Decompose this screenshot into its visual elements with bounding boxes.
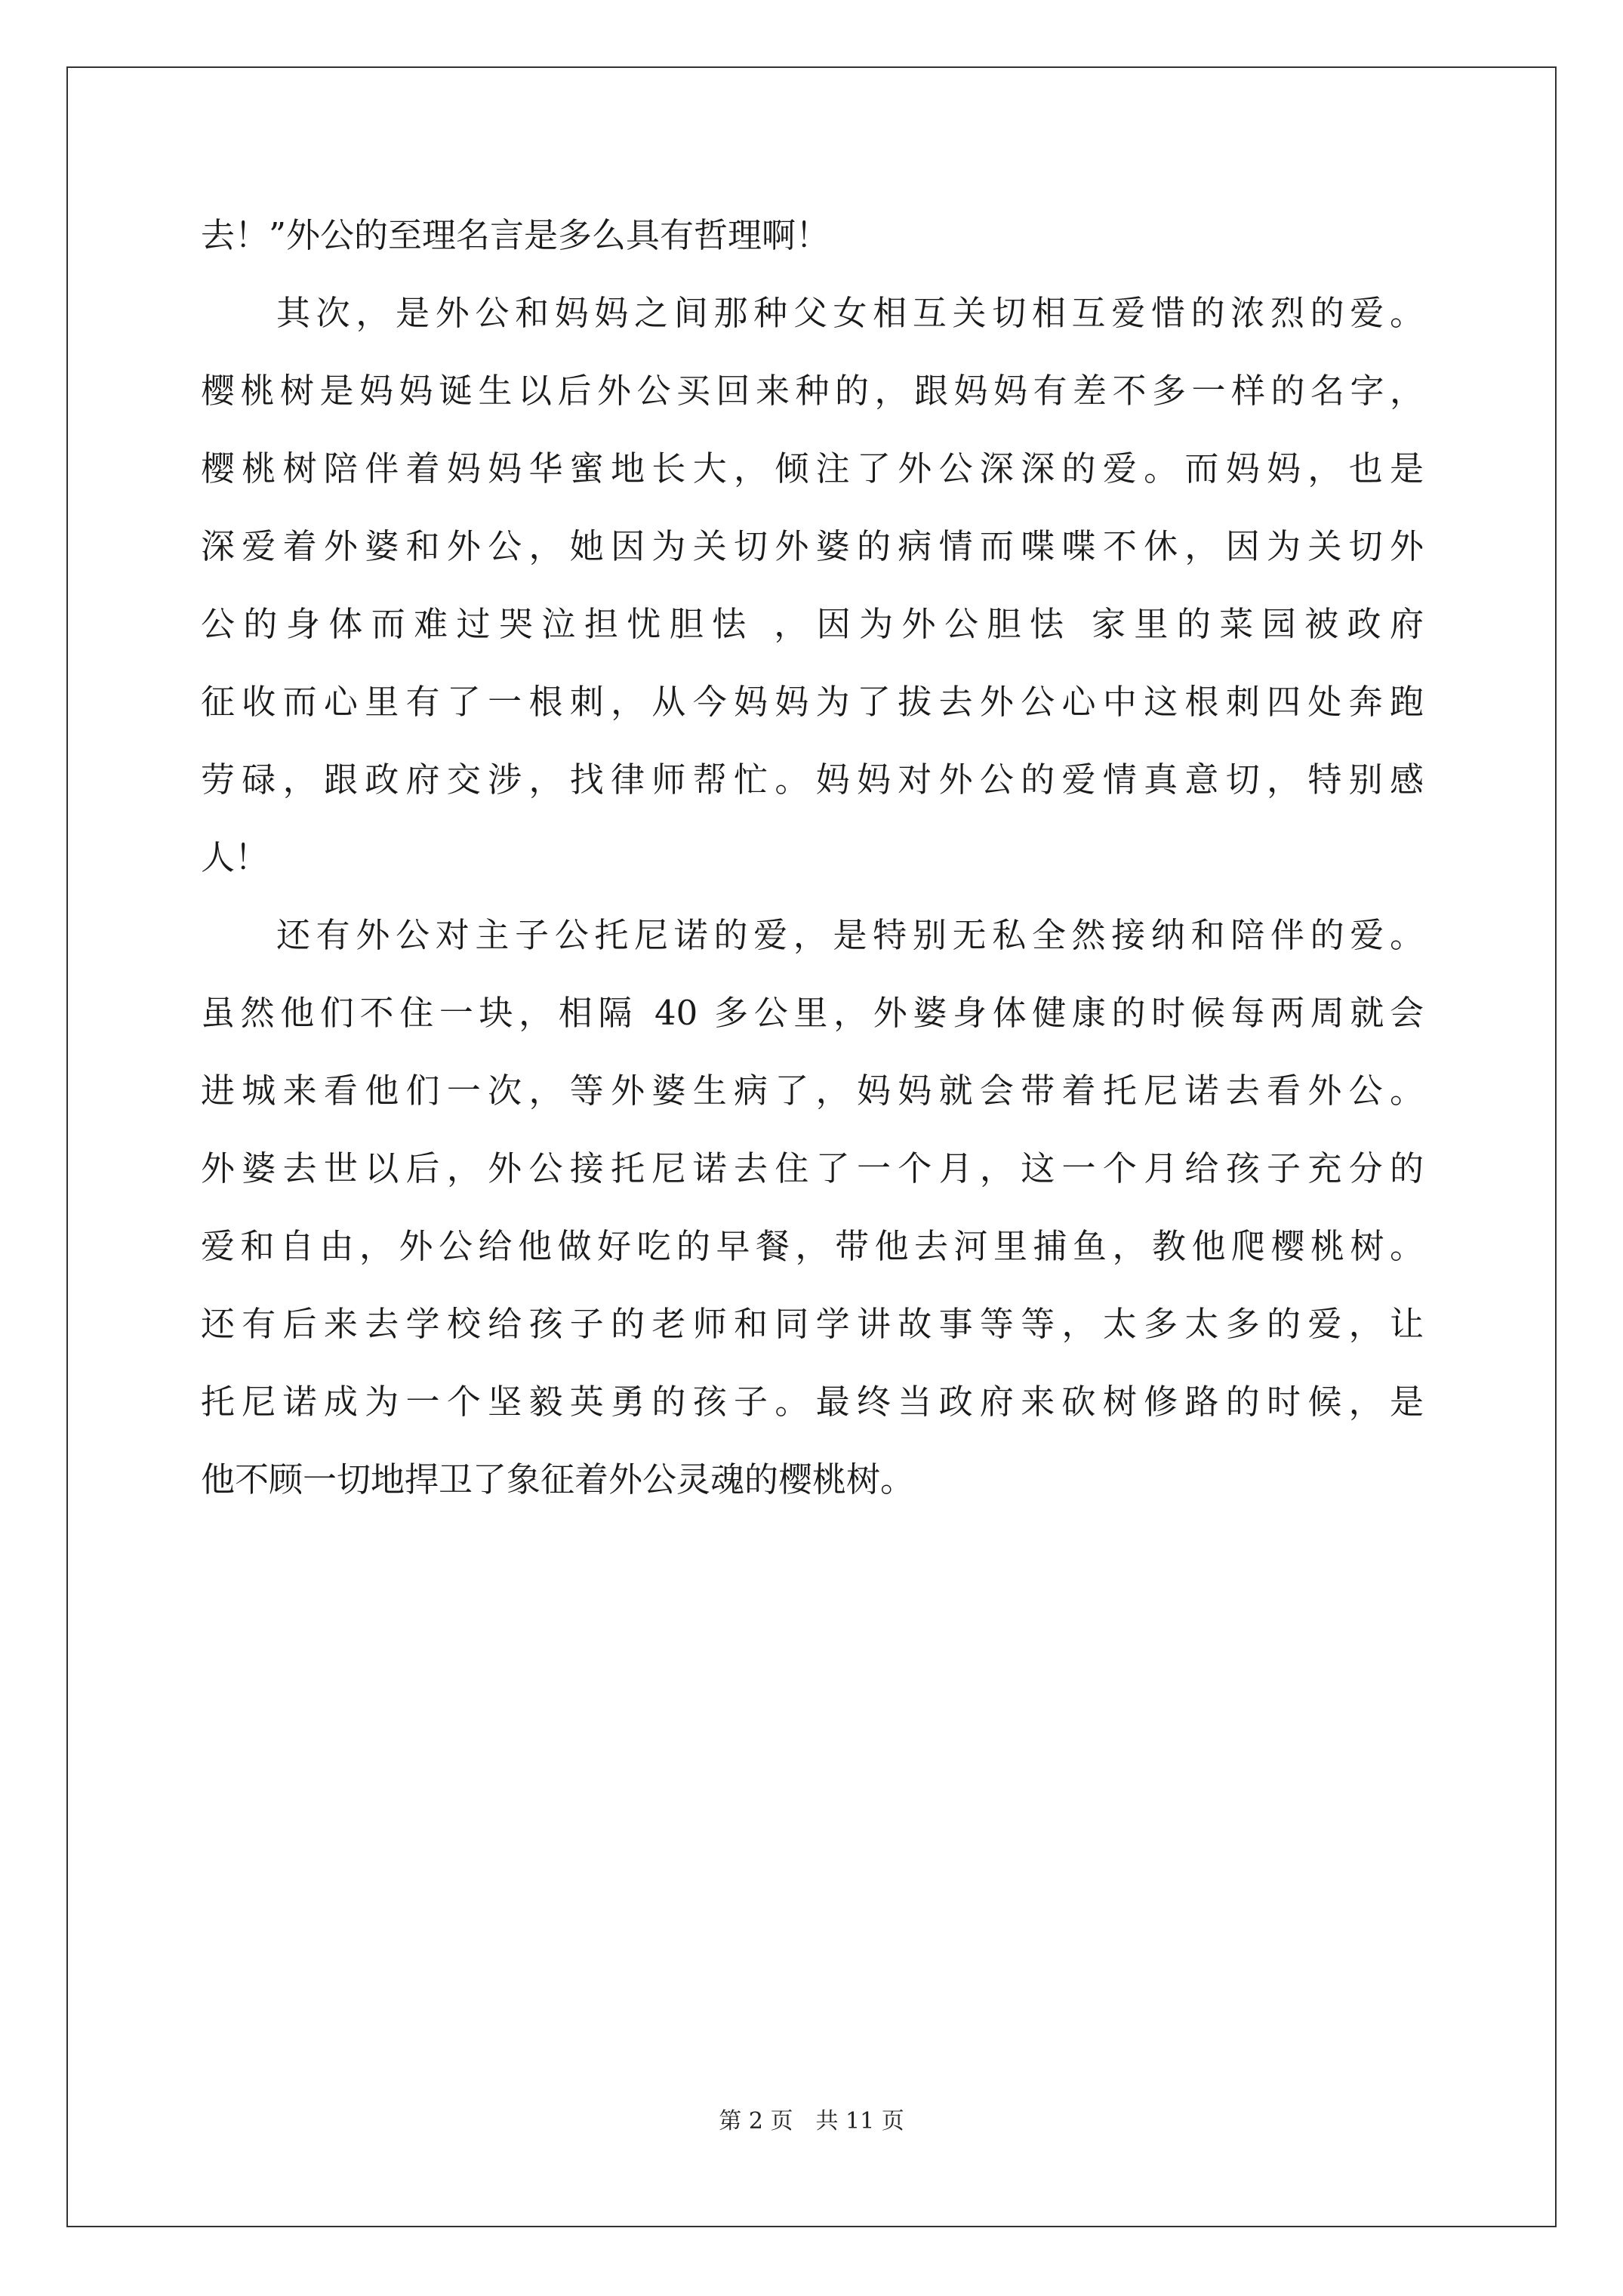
text-line: 托尼诺成为一个坚毅英勇的孩子。最终当政府来砍树修路的时候，是	[201, 1382, 1424, 1422]
text-line: 虽然他们不住一块，相隔 40 多公里，外婆身体健康的时候每两周就会	[201, 993, 1424, 1033]
text-line: 人！	[201, 837, 269, 877]
text-line: 劳碌，跟政府交涉，找律师帮忙。妈妈对外公的爱情真意切，特别感	[201, 760, 1424, 800]
text-line: 去！”外公的至理名言是多么具有哲理啊！	[201, 215, 830, 255]
body-text	[201, 196, 1424, 1518]
text-line: 其次，是外公和妈妈之间那种父女相互关切相互爱惜的浓烈的爱。	[276, 293, 1424, 333]
text-line: 还有后来去学校给孩子的老师和同学讲故事等等，太多太多的爱，让	[201, 1304, 1424, 1344]
text-line: 还有外公对主子公托尼诺的爱，是特别无私全然接纳和陪伴的爱。	[276, 915, 1424, 955]
text-line: 征收而心里有了一根刺，从今妈妈为了拔去外公心中这根刺四处奔跑	[201, 682, 1424, 722]
text-line: 樱桃树陪伴着妈妈华蜜地长大，倾注了外公深深的爱。而妈妈，也是	[201, 448, 1424, 488]
text-line: 他不顾一切地捍卫了象征着外公灵魂的樱桃树。	[201, 1459, 915, 1499]
text-line: 公的身体而难过哭泣担忧胆怯 ，因为外公胆怯 家里的菜园被政府	[201, 604, 1424, 644]
text-line: 进城来看他们一次，等外婆生病了，妈妈就会带着托尼诺去看外公。	[201, 1071, 1424, 1111]
text-line: 外婆去世以后，外公接托尼诺去住了一个月，这一个月给孩子充分的	[201, 1148, 1424, 1188]
text-line: 樱桃树是妈妈诞生以后外公买回来种的，跟妈妈有差不多一样的名字，	[201, 371, 1424, 411]
page-footer: 第 2 页 共 11 页	[719, 2108, 904, 2134]
text-line: 爱和自由，外公给他做好吃的早餐，带他去河里捕鱼，教他爬樱桃树。	[201, 1226, 1424, 1266]
text-line: 深爱着外婆和外公，她因为关切外婆的病情而喋喋不休，因为关切外	[201, 526, 1424, 566]
